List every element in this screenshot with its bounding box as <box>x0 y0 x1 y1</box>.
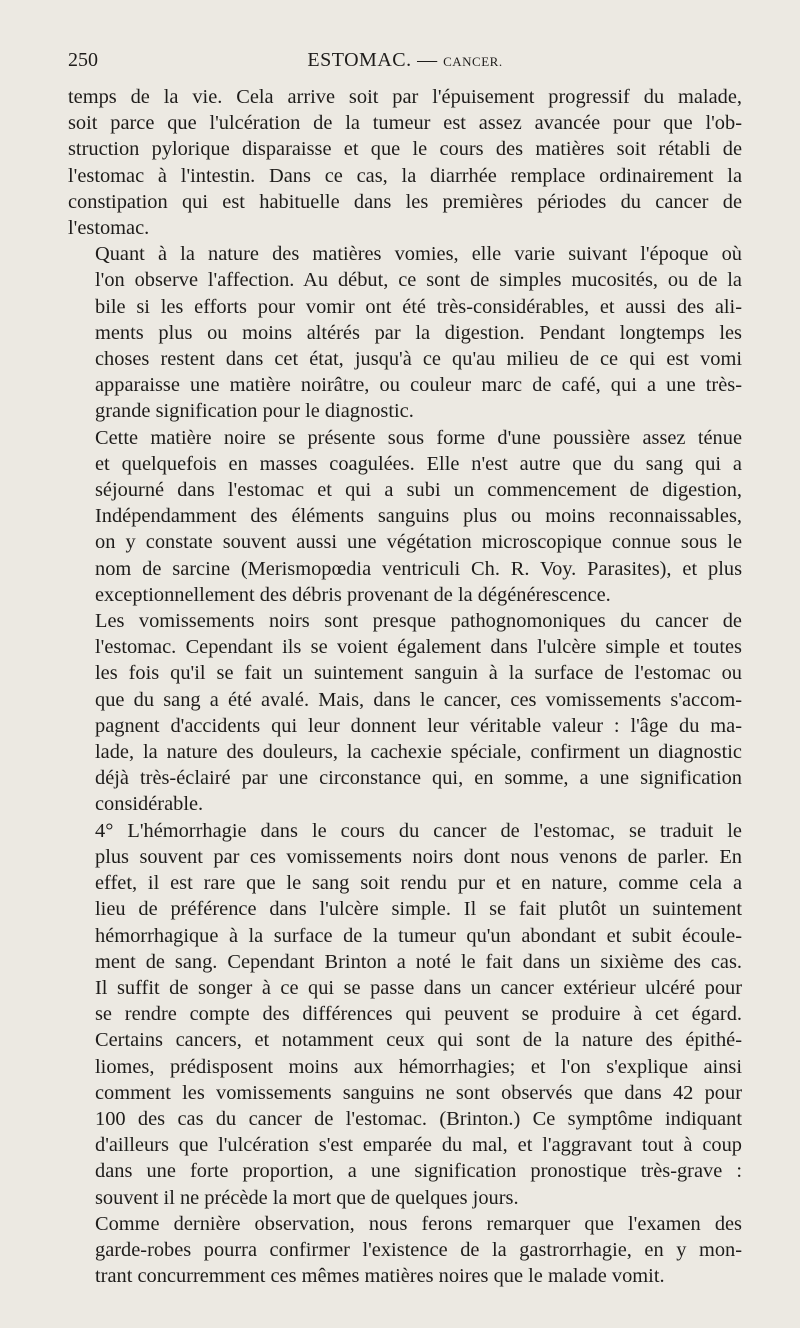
text-line: effet, il est rare que le sang soit rendu pur et en nature, comme cela a <box>95 872 742 895</box>
text-line: on y constate souvent aussi une végétation microscopique connue sous le <box>95 531 742 554</box>
text-line: Il suffit de songer à ce qui se passe dans un cancer extérieur ulcéré pour <box>95 976 742 999</box>
paragraph <box>68 84 742 241</box>
body-text <box>68 84 742 1289</box>
text-line: pagnent d'accidents qui leur donnent leur véritable valeur : l'âge du ma- <box>95 714 742 737</box>
text-line: d'ailleurs que l'ulcération s'est emparée du mal, et l'aggravant tout à coup <box>95 1134 742 1157</box>
text-line: liomes, prédisposent moins aux hémorrhagies; et l'on s'explique ainsi <box>95 1055 742 1078</box>
text-line: Quant à la nature des matières vomies, elle varie suivant l'époque où <box>95 243 742 266</box>
text-line: se rendre compte des différences qui peuvent se produire à cet égard. <box>95 1003 742 1026</box>
text-line: Comme dernière observation, nous ferons remarquer que l'examen des <box>95 1212 742 1235</box>
text-line: l'estomac. <box>68 217 150 240</box>
text-line: exceptionnellement des débris provenant de la dégénérescence. <box>95 583 611 606</box>
running-title-sub: CANCER. <box>443 54 503 69</box>
text-line: nom de sarcine (Merismopœdia ventriculi Ch. R. Voy. Parasites), et plus <box>95 557 742 580</box>
text-line: déjà très-éclairé par une circonstance qui, en somme, a une signification <box>95 767 742 790</box>
paragraph <box>68 608 742 818</box>
text-line: ments plus ou moins altérés par la digestion. Pendant longtemps les <box>95 321 742 344</box>
text-line: lade, la nature des douleurs, la cachexie spéciale, confirment un diagnostic <box>95 741 742 764</box>
text-line: constipation qui est habituelle dans les premières périodes du cancer de <box>68 190 742 213</box>
page-number: 250 <box>68 49 98 71</box>
paragraph <box>68 1211 742 1290</box>
running-title-main: ESTOMAC. — <box>307 49 438 71</box>
text-line: les fois qu'il se fait un suintement sanguin à la surface de l'estomac ou <box>95 662 742 685</box>
text-line: 4° L'hémorrhagie dans le cours du cancer de l'estomac, se traduit le <box>95 819 742 842</box>
text-line: considérable. <box>95 793 204 816</box>
text-line: soit parce que l'ulcération de la tumeur est assez avancée pour que l'ob- <box>68 112 742 135</box>
text-line: 100 des cas du cancer de l'estomac. (Brinton.) Ce symptôme indiquant <box>95 1107 742 1130</box>
text-line: l'estomac à l'intestin. Dans ce cas, la diarrhée remplace ordinairement la <box>68 164 742 187</box>
text-line: souvent il ne précède la mort que de quelques jours. <box>95 1186 519 1209</box>
paragraph <box>68 425 742 608</box>
text-line: temps de la vie. Cela arrive soit par l'épuisement progressif du malade, <box>68 86 742 108</box>
text-line: l'on observe l'affection. Au début, ce sont de simples mucosités, ou de la <box>95 269 742 292</box>
text-line: plus souvent par ces vomissements noirs dont nous venons de parler. En <box>95 845 742 868</box>
text-line: trant concurremment ces mêmes matières noires que le malade vomit. <box>95 1265 665 1288</box>
text-line: séjourné dans l'estomac et qui a subi un commencement de digestion, <box>95 479 742 502</box>
paragraph <box>68 818 742 1211</box>
text-line: garde-robes pourra confirmer l'existence de la gastrorrhagie, en y mon- <box>95 1238 742 1261</box>
running-header <box>68 44 742 76</box>
text-line: apparaisse une matière noirâtre, ou couleur marc de café, qui a une très- <box>95 374 742 397</box>
text-line: Les vomissements noirs sont presque pathognomoniques du cancer de <box>95 610 742 633</box>
text-line: bile si les efforts pour vomir ont été très-considérables, et aussi des ali- <box>95 295 742 318</box>
text-line: Cette matière noire se présente sous forme d'une poussière assez ténue <box>95 426 742 449</box>
text-line: choses restent dans cet état, jusqu'à ce qu'au milieu de ce qui est vomi <box>95 348 742 371</box>
text-line: struction pylorique disparaisse et que le cours des matières soit rétabli de <box>68 138 742 161</box>
text-line: dans une forte proportion, a une signification pronostique très-grave : <box>95 1160 742 1183</box>
text-line: et quelquefois en masses coagulées. Elle n'est autre que du sang qui a <box>95 452 742 475</box>
paragraph <box>68 241 742 424</box>
running-title <box>68 44 742 78</box>
text-line: Indépendamment des éléments sanguins plus ou moins reconnaissables, <box>95 505 742 528</box>
text-line: que du sang a été avalé. Mais, dans le cancer, ces vomissements s'accom- <box>95 688 742 711</box>
text-line: lieu de préférence dans l'ulcère simple. Il se fait plutôt un suintement <box>95 898 742 921</box>
text-line: comment les vomissements sanguins ne sont observés que dans 42 pour <box>95 1081 742 1104</box>
text-line: l'estomac. Cependant ils se voient également dans l'ulcère simple et toutes <box>95 636 742 659</box>
text-line: Certains cancers, et notamment ceux qui sont de la nature des épithé- <box>95 1029 742 1052</box>
text-line: hémorrhagique à la surface de la tumeur qu'un abondant et subit écoule- <box>95 924 742 947</box>
text-line: grande signification pour le diagnostic. <box>95 400 414 423</box>
text-line: ment de sang. Cependant Brinton a noté le fait dans un sixième des cas. <box>95 950 742 973</box>
